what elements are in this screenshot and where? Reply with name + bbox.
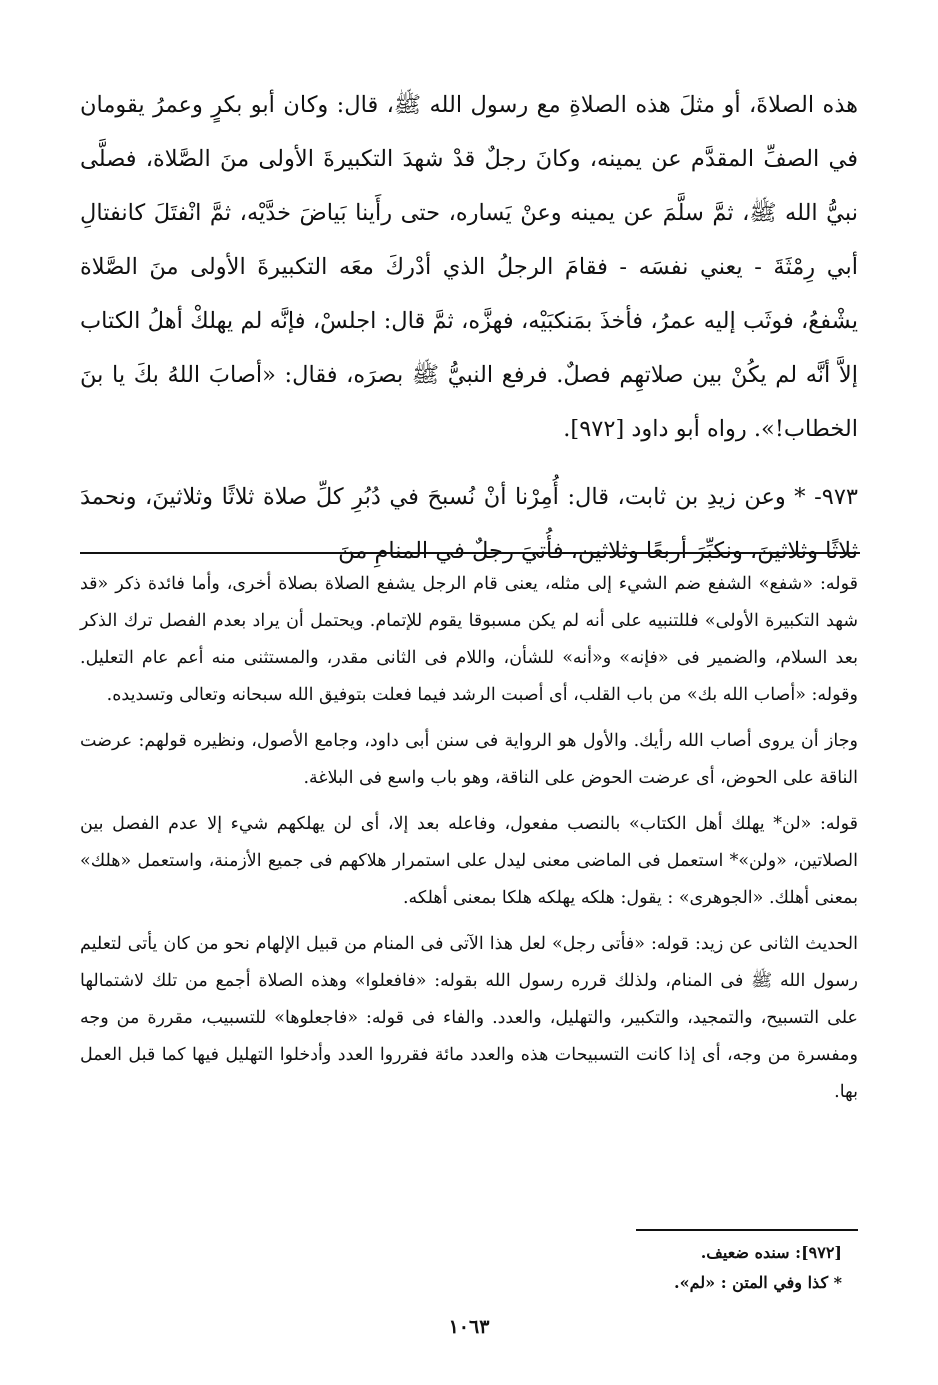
- commentary-paragraph-1: قوله: «شفع» الشفع ضم الشيء إلى مثله، يعنى قام الرجل يشفع الصلاة بصلاة أخرى، وأما فائدة ذكر «قد شهد التكبيرة الأولى» فللتنبيه على أنه لم يكن مسبوقا يقوم للإتمام. ويحتمل أن يراد بعدم الفصل ترك الذكر بعد السلام، والضمير فى «فإنه» و«أنه» للشأن، واللام فى الثانى مقدر، والمستثنى منه أعم عام التعليل. وقوله: «أصاب الله بك» من باب القلب، أى أصبت الرشد فيما فعلت بتوفيق الله سبحانه وتعالى وتسديده.: [80, 574, 858, 705]
- hadith-paragraph-2: ٩٧٣- * وعن زيدِ بن ثابت، قال: أُمِرْنا أنْ نُسبحَ في دُبُرِ كلِّ صلاة ثلاثًا وثلاثينَ، ونحمدَ ثلاثًا وثلاثينَ، ونكبِّرَ أربعًا وثلاثين، فأُتيَ رجلٌ في المنامِ منَ: [80, 484, 858, 564]
- page-number: ١٠٦٣: [448, 1316, 490, 1338]
- commentary-paragraph-3: قوله: «لن* يهلك أهل الكتاب» بالنصب مفعول، وفاعله بعد إلا، أى لن يهلكهم شيء إلا عدم الفصل بين الصلاتين، «ولن»* استعمل فى الماضى معنى ليدل على استمرار هلاكهم فى جميع الأزمنة، واستعمل «هلك» بمعنى أهلك. «الجوهرى» : يقول: هلكه يهلكه هلكا بمعنى أهلكه.: [80, 814, 858, 908]
- hadith-text: [80, 78, 858, 578]
- footnotes: [80, 1238, 842, 1298]
- commentary-paragraph-4: الحديث الثانى عن زيد: قوله: «فأتى رجل» لعل هذا الآتى فى المنام من قبيل الإلهام نحو من كان يأتى لتعليم رسول الله ﷺ فى المنام، ولذلك قرره رسول الله بقوله: «فافعلوا» وهذه الصلاة أجمع من تلك لاشتمالها على التسبيح، والتمجيد، والتكبير، والتهليل، والعدد. والفاء فى قوله: «فاجعلوها» للتسبيب، مقررة من وجه ومفسرة من وجه، أى إذا كانت التسبيحات هذه والعدد مائة فقرروا العدد وأدخلوا التهليل فيها كما قبل العمل بها.: [80, 934, 858, 1102]
- commentary-section: [80, 566, 858, 1120]
- commentary-paragraph-2: وجاز أن يروى أصاب الله رأيك. والأول هو الرواية فى سنن أبى داود، وجامع الأصول، ونظيره قولهم: عرضت الناقة على الحوض، أى عرضت الحوض على الناقة، وهو باب واسع فى البلاغة.: [80, 731, 858, 788]
- footnote-2: * كذا وفي المتن : «لم».: [674, 1273, 842, 1292]
- footnote-rule: [636, 1229, 858, 1231]
- hadith-paragraph-1: هذه الصلاةَ، أو مثلَ هذه الصلاةِ مع رسول الله ﷺ، قال: وكان أبو بكرٍ وعمرُ يقومان في الصفِّ المقدَّم عن يمينه، وكانَ رجلٌ قدْ شهدَ التكبيرةَ الأولى منَ الصَّلاة، فصلَّى نبيُّ الله ﷺ، ثمَّ سلَّمَ عن يمينه وعنْ يَساره، حتى رأَينا بَياضَ خدَّيْه، ثمَّ انْفتَلَ كانفتالِ أبي رِمْثَةَ - يعني نفسَه - فقامَ الرجلُ الذي أدْركَ معَه التكبيرةَ الأولى منَ الصَّلاة يشْفعُ، فوثَب إليه عمرُ، فأخذَ بمَنكبَيْه، فهزَّه، ثمَّ قال: اجلسْ، فإنَّه لم يهلكْ أهلُ الكتاب إلاَّ أنَّه لم يكُنْ بين صلاتهِم فصلٌ. فرفع النبيُّ ﷺ بصرَه، فقال: «أصابَ اللهُ بكَ يا بنَ الخطاب!». رواه أبو داود [٩٧٢].: [80, 92, 858, 442]
- separator-rule: [80, 552, 860, 554]
- footnote-1: [٩٧٢]: سنده ضعيف.: [700, 1243, 842, 1262]
